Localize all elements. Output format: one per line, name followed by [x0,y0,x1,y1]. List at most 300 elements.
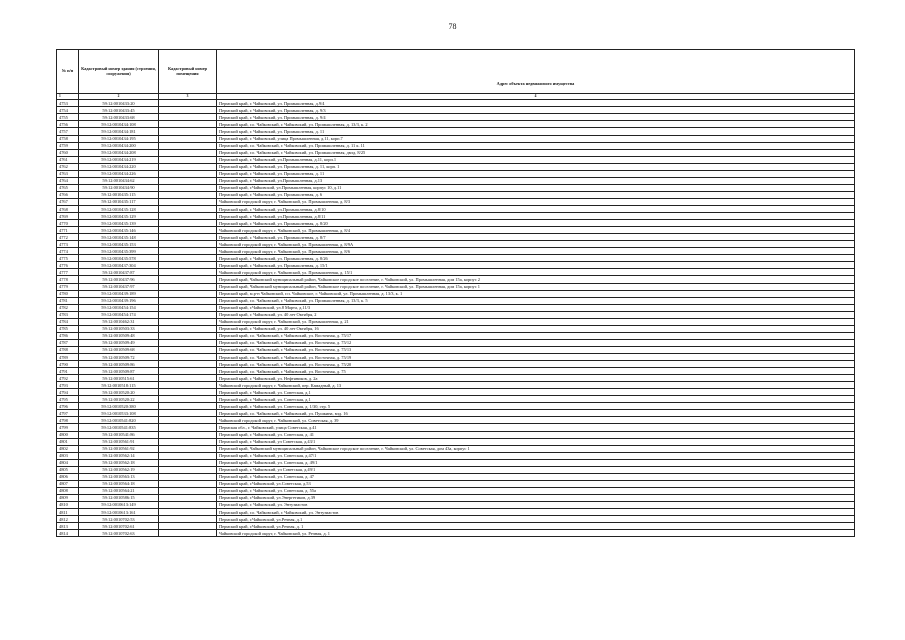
building-cadastral-number: 59:12:0010515:61 [79,375,159,382]
object-address: Чайковский городской округ, г. Чайковский, ул. Промышленная, д. 8/4 [217,227,855,234]
table-row [57,290,855,297]
row-number: 4755 [57,114,79,121]
premises-cadastral-number [159,361,217,368]
table-row [57,114,855,121]
table-row [57,163,855,170]
building-cadastral-number: 59:12:0010541:86 [79,431,159,438]
row-number: 4796 [57,403,79,410]
building-cadastral-number: 59:12:0010439:196 [79,297,159,304]
object-address: Пермский край, Чайковский муниципальный район, Чайковское городское поселение, г. Чайковский, ул. Промышленная, дом 15а, корпус 1 [217,283,855,290]
premises-cadastral-number [159,396,217,403]
premises-cadastral-number [159,149,217,156]
premises-cadastral-number [159,389,217,396]
premises-cadastral-number [159,452,217,459]
building-cadastral-number: 59:12:0010561:91 [79,438,159,445]
premises-cadastral-number [159,459,217,466]
object-address: Пермский край, Чайковский муниципальный район, Чайковское городское поселение, г. Чайковский, ул. Советская, дом 43а, корпус 1 [217,445,855,452]
table-row [57,184,855,191]
row-number: 4790 [57,361,79,368]
table-row [57,361,855,368]
premises-cadastral-number [159,128,217,135]
row-number: 4808 [57,487,79,494]
registry-rows [57,100,855,537]
building-cadastral-number: 59:12:0010509:87 [79,368,159,375]
premises-cadastral-number [159,184,217,191]
premises-cadastral-number [159,473,217,480]
premises-cadastral-number [159,114,217,121]
building-cadastral-number: 59:12:0010437:87 [79,269,159,276]
row-number: 4773 [57,241,79,248]
building-cadastral-number: 59:12:0010613:161 [79,509,159,516]
table-row [57,241,855,248]
building-cadastral-number: 59:12:0010564:21 [79,487,159,494]
premises-cadastral-number [159,431,217,438]
premises-cadastral-number [159,445,217,452]
building-cadastral-number: 59:12:0010434:226 [79,170,159,177]
object-address: Чайковский городской округ, г. Чайковский, пер. Камадный, д. 13 [217,382,855,389]
table-row [57,431,855,438]
object-address: Пермский край, г.о. Чайковский, г. Чайковский, ул. Промышленная, д. 13/3, к. 2 [217,121,855,128]
building-cadastral-number: 59:12:0010434:208 [79,149,159,156]
object-address: Пермский край, г. Чайковский, ул. Советская, д.47/1 [217,452,855,459]
table-row [57,297,855,304]
object-address: Чайковский городской округ, г. Чайковский, ул. Промышленная, д. 21 [217,318,855,325]
table-row [57,396,855,403]
building-cadastral-number: 59:12:0010509:86 [79,361,159,368]
object-address: Пермский край, г. Чайковский, ул. Советская, д. 55а [217,487,855,494]
table-row [57,220,855,227]
building-cadastral-number: 59:12:0010702:61 [79,523,159,530]
row-number: 4809 [57,494,79,501]
building-cadastral-number: 59:12:0010437:304 [79,262,159,269]
table-row [57,191,855,198]
table-row [57,325,855,332]
premises-cadastral-number [159,276,217,283]
row-number: 4789 [57,353,79,360]
premises-cadastral-number [159,325,217,332]
table-row [57,452,855,459]
premises-cadastral-number [159,403,217,410]
object-address: Пермский край, г.о. Чайковский, г. Чайковский, ул. Восточная, д. 75 [217,368,855,375]
object-address: Пермский край, Чайковский муниципальный район, Чайковское городское поселение, г. Чайковский, ул. Промышленная, дом 15а, корпус 2 [217,276,855,283]
table-row [57,213,855,220]
premises-cadastral-number [159,177,217,184]
row-number: 4774 [57,248,79,255]
building-cadastral-number: 59:12:0010702:53 [79,516,159,523]
table-row [57,318,855,325]
row-number: 4813 [57,523,79,530]
object-address: Пермский край, г.Чайковский, ул.Речная, д. 1 [217,523,855,530]
premises-cadastral-number [159,227,217,234]
object-address: Пермский край, г. Чайковский, ул. Советская, д. 47 [217,473,855,480]
premises-cadastral-number [159,135,217,142]
row-number: 4804 [57,459,79,466]
building-cadastral-number: 59:12:0010435:117 [79,198,159,205]
premises-cadastral-number [159,530,217,537]
object-address: Пермский край, г. Чайковский, ул. Промышленная, д. 6 [217,191,855,198]
premises-cadastral-number [159,375,217,382]
building-cadastral-number: 59:12:0010435:578 [79,255,159,262]
premises-cadastral-number [159,466,217,473]
row-number: 4801 [57,438,79,445]
building-cadastral-number: 59:12:0010435:128 [79,206,159,213]
object-address: Пермский край, г. Чайковский, ул. Промышленная, д. 8/7 [217,234,855,241]
premises-cadastral-number [159,262,217,269]
object-address: Пермский край, г.о. Чайковский, г. Чайковский, ул. Промышленная, д. 13/3, к. 5 [217,297,855,304]
object-address: Чайковский городской округ, г. Чайковский, ул. Промышленная, д. 15/1 [217,269,855,276]
column-number: 3 [159,94,217,100]
table-row [57,403,855,410]
building-cadastral-number: 59:12:0010434:181 [79,128,159,135]
row-number: 4791 [57,368,79,375]
row-number: 4806 [57,473,79,480]
building-cadastral-number: 59:12:0010520:20 [79,389,159,396]
premises-cadastral-number [159,509,217,516]
row-number: 4766 [57,191,79,198]
object-address: Пермский край, г.Чайковский, ул.Советская, д.53 [217,480,855,487]
row-number: 4779 [57,283,79,290]
row-number: 4783 [57,311,79,318]
object-address: Пермский край, г. Чайковский, ул. Промышленная, д. 8/20 [217,220,855,227]
row-number: 4812 [57,516,79,523]
building-cadastral-number: 59:12:0010434:219 [79,156,159,163]
object-address: Пермский край, г. Чайковский, ул. Промышленная, д. 11 [217,170,855,177]
object-address: Пермская обл., г. Чайковский, улица Советская, д.41 [217,424,855,431]
row-number: 4798 [57,417,79,424]
row-number: 4770 [57,220,79,227]
row-number: 4756 [57,121,79,128]
row-number: 4788 [57,346,79,353]
row-number: 4786 [57,332,79,339]
table-row [57,177,855,184]
row-number: 4792 [57,375,79,382]
row-number: 4811 [57,509,79,516]
building-cadastral-number: 59:12:0010434:62 [79,177,159,184]
premises-cadastral-number [159,213,217,220]
table-row [57,480,855,487]
object-address: Пермский край, г.Чайковский, ул.Промышленная, корпус 10, д.11 [217,184,855,191]
building-cadastral-number: 59:12:0010434:200 [79,142,159,149]
object-address: Пермский край, г.о. Чайковский, г. Чайковский, ул. Пушкина, влд. 16 [217,410,855,417]
premises-cadastral-number [159,290,217,297]
object-address: Пермский край, г.о. Чайковский, г. Чайковский, ул. Энтузиастов [217,509,855,516]
building-cadastral-number: 59:12:0010564:18 [79,480,159,487]
building-cadastral-number: 59:12:0010454:154 [79,304,159,311]
row-number: 4784 [57,318,79,325]
building-cadastral-number: 59:12:0010433:68 [79,114,159,121]
row-number: 4765 [57,184,79,191]
row-number: 4758 [57,135,79,142]
row-number: 4760 [57,149,79,156]
object-address: Чайковский городской округ, г. Чайковский, ул. Речная, д. 1 [217,530,855,537]
premises-cadastral-number [159,523,217,530]
premises-cadastral-number [159,353,217,360]
object-address: Пермский край, г. Чайковский, ул. Промышленная, д. 8/26 [217,255,855,262]
premises-cadastral-number [159,220,217,227]
table-row [57,530,855,537]
table-row [57,107,855,114]
row-number: 4757 [57,128,79,135]
object-address: Пермский край, г. Чайковский, ул.Промышленная, д.8/11 [217,213,855,220]
row-number: 4807 [57,480,79,487]
premises-cadastral-number [159,501,217,508]
object-address: Пермский край, г. Чайковский, улица Промышленная, д.11, корп.7 [217,135,855,142]
premises-cadastral-number [159,480,217,487]
table-row [57,262,855,269]
building-cadastral-number: 59:12:0010435:146 [79,227,159,234]
row-number: 4768 [57,206,79,213]
premises-cadastral-number [159,156,217,163]
row-number: 4761 [57,156,79,163]
row-number: 4793 [57,382,79,389]
row-number: 4762 [57,163,79,170]
row-number: 4810 [57,501,79,508]
building-cadastral-number: 59:12:0010433:45 [79,107,159,114]
table-row [57,255,855,262]
building-cadastral-number: 59:12:0010437:96 [79,276,159,283]
object-address: Пермский край, г.Чайковский, ул.8 Марта, д.11/3 [217,304,855,311]
table-row [57,311,855,318]
page-number: 78 [448,22,457,31]
table-row [57,248,855,255]
premises-cadastral-number [159,170,217,177]
premises-cadastral-number [159,382,217,389]
object-address: Пермский край, г. Чайковский, ул Советская, д.49/1 [217,466,855,473]
premises-cadastral-number [159,283,217,290]
table-row [57,227,855,234]
premises-cadastral-number [159,438,217,445]
header-building-cadastral: Кадастровый номер здания (строения, сооружения) [79,50,159,94]
premises-cadastral-number [159,198,217,205]
object-address: Пермский край, г. Чайковский, ул. Советская, д.1 [217,396,855,403]
building-cadastral-number: 59:12:0010435:139 [79,220,159,227]
building-cadastral-number: 59:12:0010434:90 [79,184,159,191]
building-cadastral-number: 59:12:0010434:108 [79,121,159,128]
table-row [57,523,855,530]
row-number: 4775 [57,255,79,262]
object-address: Пермский край, г.Чайковский, ул.Энергетиков, д.39 [217,494,855,501]
table-row [57,128,855,135]
building-cadastral-number: 59:12:0010435:115 [79,191,159,198]
premises-cadastral-number [159,206,217,213]
object-address: Пермский край, г.Чайковский, ул.Речная, д.1 [217,516,855,523]
premises-cadastral-number [159,191,217,198]
building-cadastral-number: 59:12:0010435:148 [79,234,159,241]
object-address: Пермский край, г. Чайковский, ул. 40 лет Октября, 2 [217,311,855,318]
header-num: № п/п [57,50,79,94]
object-address: Пермский край, м.р-н Чайковский, г.п. Чайковское, г. Чайковский, ул. Промышленная, д. 13/3, к. 1 [217,290,855,297]
row-number: 4785 [57,325,79,332]
table-row [57,346,855,353]
building-cadastral-number: 59:12:0010509:48 [79,332,159,339]
object-address: Чайковский городской округ, г. Чайковский, ул. Промышленная, д. 8/3 [217,198,855,205]
object-address: Пермский край, г.о. Чайковский, г. Чайковский, ул. Промышленная, двлд. 8/25 [217,149,855,156]
table-row [57,142,855,149]
object-address: Пермский край, г. Чайковский, ул. Советская, д.1 [217,389,855,396]
column-number: 4 [217,94,855,100]
row-number: 4802 [57,445,79,452]
row-number: 4764 [57,177,79,184]
table-row [57,353,855,360]
object-address: Пермский край, г. Чайковский, ул. Советская, д. 1/30, стр. 5 [217,403,855,410]
table-row [57,198,855,205]
table-row [57,135,855,142]
object-address: Пермский край, г. Чайковский, ул. Энтузиастов [217,501,855,508]
table-row [57,417,855,424]
premises-cadastral-number [159,339,217,346]
table-row [57,516,855,523]
table-row [57,509,855,516]
building-cadastral-number: 59:12:0010437:97 [79,283,159,290]
building-cadastral-number: 59:12:0010433:20 [79,100,159,107]
row-number: 4814 [57,530,79,537]
premises-cadastral-number [159,297,217,304]
table-row [57,100,855,107]
building-cadastral-number: 59:12:0010562:14 [79,452,159,459]
row-number: 4803 [57,452,79,459]
premises-cadastral-number [159,368,217,375]
object-address: Пермский край, г. Чайковский, ул. Советская, д. 41 [217,431,855,438]
row-number: 4800 [57,431,79,438]
table-row [57,269,855,276]
building-cadastral-number: 59:12:0010562:18 [79,459,159,466]
header-address: Адрес объекта недвижимого имущества [217,50,855,94]
premises-cadastral-number [159,248,217,255]
building-cadastral-number: 59:12:0010520:380 [79,403,159,410]
building-cadastral-number: 59:12:0010509:68 [79,346,159,353]
row-number: 4763 [57,170,79,177]
premises-cadastral-number [159,410,217,417]
object-address: Пермский край, г.о. Чайковский, г. Чайковский, ул. Восточная, д. 75/19 [217,353,855,360]
row-number: 4787 [57,339,79,346]
premises-cadastral-number [159,332,217,339]
row-number: 4772 [57,234,79,241]
table-row [57,156,855,163]
building-cadastral-number: 59:12:0010462:31 [79,318,159,325]
building-cadastral-number: 59:12:0010702:63 [79,530,159,537]
header-premises-cadastral: Кадастровый номер помещения [159,50,217,94]
registry-table [56,49,855,537]
row-number: 4778 [57,276,79,283]
object-address: Пермский край, г.о. Чайковский, г. Чайковский, ул. Восточная, д. 75/12 [217,339,855,346]
building-cadastral-number: 59:12:0010563:13 [79,473,159,480]
object-address: Пермский край, г.о. Чайковский, г. Чайковский, ул. Промышленная, д. 11 к. 11 [217,142,855,149]
premises-cadastral-number [159,121,217,128]
row-number: 4799 [57,424,79,431]
building-cadastral-number: 59:12:0010434:220 [79,163,159,170]
object-address: Пермский край, г. Чайковский, ул. Промышленная, д. 9/4 [217,114,855,121]
building-cadastral-number: 59:12:0010518:115 [79,382,159,389]
row-number: 4805 [57,466,79,473]
premises-cadastral-number [159,142,217,149]
premises-cadastral-number [159,424,217,431]
building-cadastral-number: 59:12:0010520:22 [79,396,159,403]
row-number: 4795 [57,396,79,403]
building-cadastral-number: 59:12:0010586:15 [79,494,159,501]
table-row [57,121,855,128]
premises-cadastral-number [159,107,217,114]
object-address: Чайковский городской округ, г. Чайковский, ул. Советская, д. 39 [217,417,855,424]
row-number: 4782 [57,304,79,311]
table-row [57,276,855,283]
premises-cadastral-number [159,318,217,325]
object-address: Пермский край, г.о. Чайковский, г. Чайковский, ул. Восточная, д. 75/17 [217,332,855,339]
building-cadastral-number: 59:12:0010533:108 [79,410,159,417]
row-number: 4781 [57,297,79,304]
table-row [57,149,855,156]
object-address: Чайковский городской округ, г. Чайковский, ул. Промышленная, д. 8/6 [217,248,855,255]
column-number: 2 [79,94,159,100]
object-address: Пермский край, г. Чайковский, ул. Советская, д. 49/1 [217,459,855,466]
object-address: Пермский край, г. Чайковский, ул. 40 лет Октября, 16 [217,325,855,332]
premises-cadastral-number [159,163,217,170]
table-row [57,283,855,290]
table-row [57,424,855,431]
object-address: Чайковский городской округ, г. Чайковский, ул. Промышленная, д. 8/9А [217,241,855,248]
premises-cadastral-number [159,516,217,523]
object-address: Пермский край, г.о. Чайковский, г. Чайковский, ул. Восточная, д. 75/13 [217,346,855,353]
premises-cadastral-number [159,234,217,241]
building-cadastral-number: 59:12:0010439:189 [79,290,159,297]
row-number: 4753 [57,100,79,107]
table-row [57,487,855,494]
object-address: Пермский край, г. Чайковский, ул. Промышленная, д. 9/3 [217,107,855,114]
table-row [57,339,855,346]
building-cadastral-number: 59:12:0010435:129 [79,213,159,220]
row-number: 4794 [57,389,79,396]
object-address: Пермский край, г. Чайковский, ул.Промышленная, д.8/10 [217,206,855,213]
premises-cadastral-number [159,241,217,248]
object-address: Пермский край, г. Чайковский, ул.Промышленная, д.11, корп.1 [217,156,855,163]
row-number: 4797 [57,410,79,417]
header-row [57,50,855,94]
table-row [57,368,855,375]
table-row [57,501,855,508]
row-number: 4759 [57,142,79,149]
object-address: Пермский край, г. Чайковский, ул. Промышленная, д. 11 [217,128,855,135]
premises-cadastral-number [159,255,217,262]
building-cadastral-number: 59:12:0010613:149 [79,501,159,508]
building-cadastral-number: 59:12:0010434:195 [79,135,159,142]
table-row [57,375,855,382]
building-cadastral-number: 59:12:0010562:19 [79,466,159,473]
row-number: 4780 [57,290,79,297]
table-row [57,473,855,480]
object-address: Пермский край, г. Чайковский, ул.Промышленная, д.13 [217,177,855,184]
premises-cadastral-number [159,487,217,494]
building-cadastral-number: 59:12:0010503:33 [79,325,159,332]
premises-cadastral-number [159,311,217,318]
building-cadastral-number: 59:12:0010561:92 [79,445,159,452]
building-cadastral-number: 59:12:0010509:72 [79,353,159,360]
table-row [57,466,855,473]
table-row [57,382,855,389]
premises-cadastral-number [159,304,217,311]
premises-cadastral-number [159,269,217,276]
row-number: 4769 [57,213,79,220]
building-cadastral-number: 59:12:0010541:835 [79,424,159,431]
premises-cadastral-number [159,417,217,424]
row-number: 4754 [57,107,79,114]
table-row [57,494,855,501]
building-cadastral-number: 59:12:0010509:49 [79,339,159,346]
premises-cadastral-number [159,494,217,501]
object-address: Пермский край, г. Чайковский, ул. Нефтяников, д. 2а [217,375,855,382]
premises-cadastral-number [159,100,217,107]
building-cadastral-number: 59:12:0010435:153 [79,241,159,248]
row-number: 4777 [57,269,79,276]
table-row [57,389,855,396]
